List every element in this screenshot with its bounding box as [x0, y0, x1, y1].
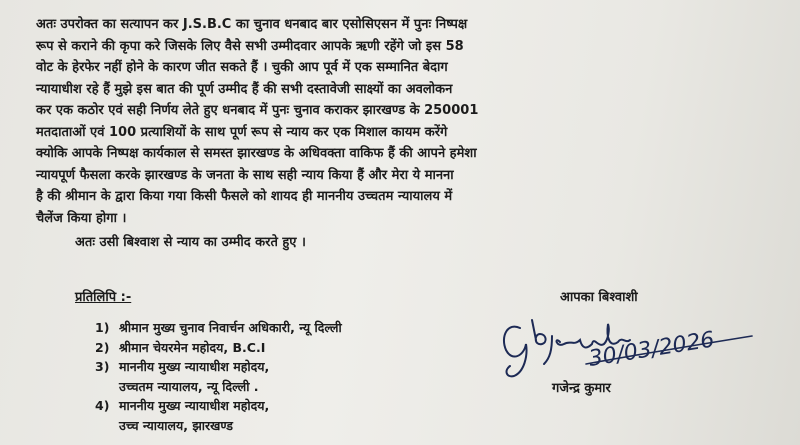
signature-label: आपका बिश्वाशी [560, 290, 638, 305]
cc-heading: प्रतिलिपि :- [75, 290, 132, 305]
signer-name: गजेन्द्र कुमार [552, 381, 611, 396]
cc-item-text: श्रीमान मुख्य चुनाव निवार्चन अधिकारी, न्यू दिल्ली [119, 320, 342, 335]
cc-item-line: माननीय मुख्य न्यायाधीश महोदय, [119, 398, 270, 413]
cc-item-line: माननीय मुख्य न्यायाधीश महोदय, [119, 359, 270, 374]
body-line: रूप से कराने की कृपा करे जिसके लिए वैसे सभी उम्मीदवार आपके ऋणी रहेंगे जो इस 58 [36, 38, 464, 54]
body-line: है की श्रीमान के द्वारा किया गया किसी फैसले को शायद ही माननीय उच्चतम न्यायालय में [36, 189, 453, 204]
body-line: न्यायपूर्ण फैसला करके झारखण्ड के जनता के साथ सही न्याय किया हैं और मेरा ये मानना [36, 167, 454, 183]
handwritten-signature [490, 300, 790, 385]
signature-stroke [504, 327, 527, 377]
cc-item-number: 2) [95, 339, 110, 355]
closing-line: अतः उसी बिश्वाश से न्याय का उम्मीद करते हुए । [75, 235, 306, 250]
body-line: अतः उपरोक्त का सत्यापन कर J.S.B.C का चुनाव धनबाद बार एसोसिएसन में पुनः निष्पक्ष [36, 17, 468, 32]
body-line: वोट के हेरफेर नहीं होने के कारण जीत सकते हैं । चुकी आप पूर्व में एक सम्मानित बेदाग [36, 60, 448, 75]
cc-list [95, 318, 342, 435]
body-line: न्यायाधीश रहे हैं मुझे इस बात की पूर्ण उम्मीद हैं की सभी दस्तावेजी साक्ष्यों का अवलोकन [36, 81, 453, 97]
signature-stroke [532, 320, 552, 364]
body-line: मतदाताओं एवं 100 प्रत्याशियों के साथ पूर्ण रूप से न्याय कर एक मिशाल कायम करेंगे [36, 124, 448, 140]
cc-item-text [119, 396, 269, 435]
cc-item-text: श्रीमान चेयरमेन महोदय, B.C.I [119, 339, 266, 355]
cc-item-number: 3) [95, 359, 110, 374]
body-line: चैलेंज किया होगा । [36, 210, 127, 226]
letter-body [36, 14, 766, 229]
signature-date: 30/03/2026 [587, 327, 717, 372]
cc-item [95, 357, 342, 396]
cc-item-number: 1) [95, 320, 110, 335]
cc-item [95, 396, 342, 435]
cc-item-line: उच्च न्यायालय, झारखण्ड [119, 417, 233, 433]
cc-item [95, 338, 342, 358]
cc-item [95, 318, 342, 338]
cc-item-line: उच्चतम न्यायालय, न्यू दिल्ली . [119, 378, 259, 394]
cc-item-number: 4) [95, 398, 110, 413]
cc-item-text [119, 357, 269, 396]
body-line: क्योकि आपके निष्पक्ष कार्यकाल से समस्त झारखण्ड के अधिवक्ता वाकिफ हैं की आपने हमेशा [36, 146, 477, 161]
body-line: कर एक कठोर एवं सही निर्णय लेते हुए धनबाद में पुनः चुनाव कराकर झारखण्ड के 250001 [36, 103, 479, 118]
